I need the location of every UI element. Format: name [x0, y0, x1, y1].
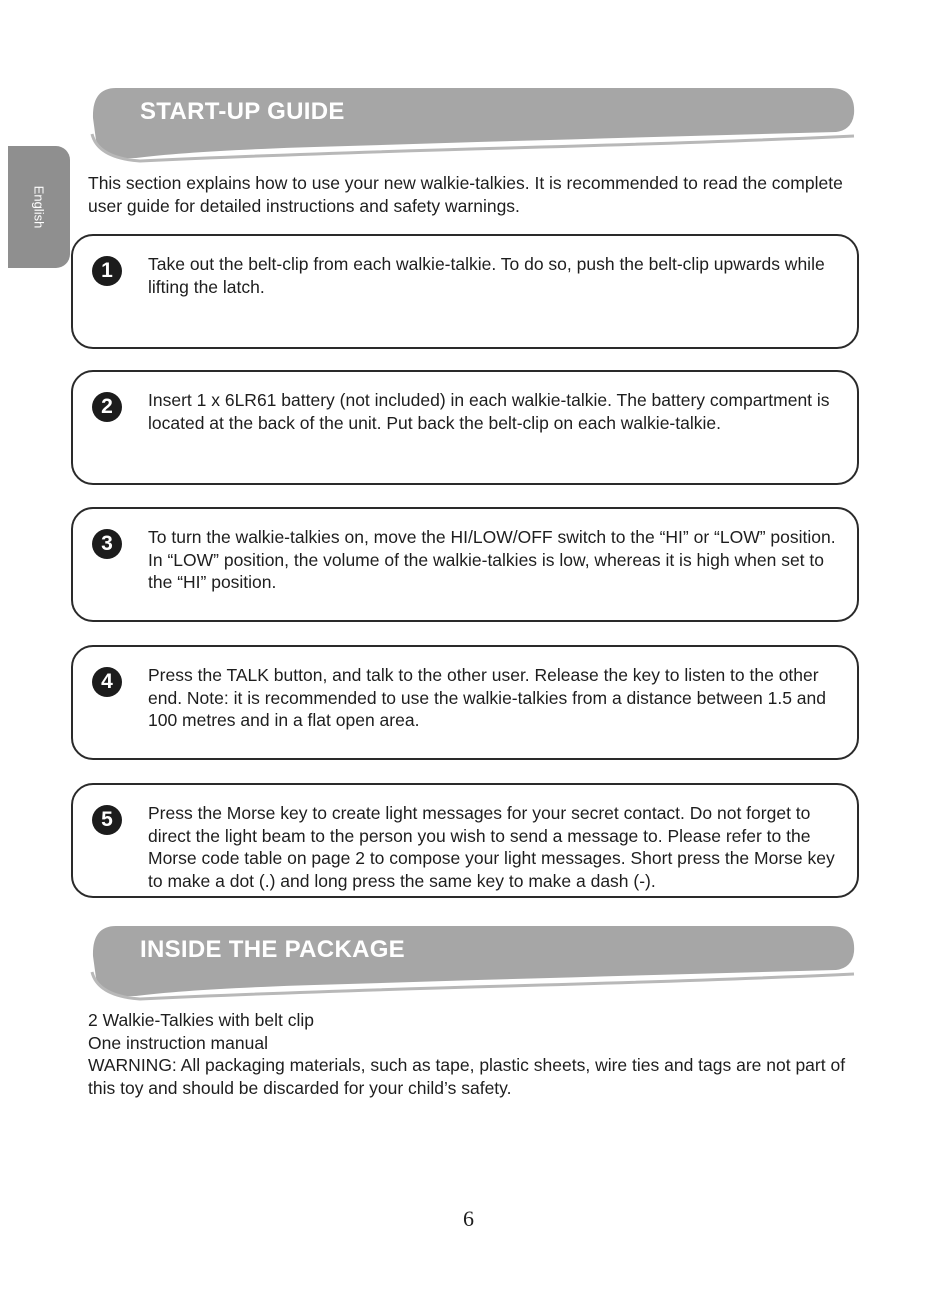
section-title-package: INSIDE THE PACKAGE	[140, 936, 405, 963]
package-item: 2 Walkie-Talkies with belt clip	[88, 1010, 314, 1030]
startup-guide-banner	[88, 88, 858, 168]
step-number-badge: 4	[92, 667, 122, 697]
step-box-3	[71, 507, 859, 622]
package-item: One instruction manual	[88, 1032, 268, 1053]
step-number-badge: 5	[92, 805, 122, 835]
inside-package-banner	[88, 926, 858, 1006]
page-number: 6	[463, 1206, 474, 1231]
intro-paragraph: This section explains how to use your new walkie-talkies. It is recommended to read the complete user guide for detailed instructions and safety warnings.	[88, 173, 843, 216]
step-box-2	[71, 370, 859, 485]
step-number-badge: 1	[92, 256, 122, 286]
step-text: Take out the belt-clip from each walkie-talkie. To do so, push the belt-clip upwards while lifting the latch.	[148, 254, 825, 297]
step-text: Press the Morse key to create light messages for your secret contact. Do not forget to direct the light beam to the person you wish to send a message to. Please refer to the Morse code table on page 2 to compose your light messages. Short press the Morse key to make a dot (.) and long press the same key to make a dash (-).	[148, 803, 835, 891]
step-number-badge: 2	[92, 392, 122, 422]
step-box-1	[71, 234, 859, 349]
step-text: Press the TALK button, and talk to the other user. Release the key to listen to the other end. Note: it is recommended to use the walkie-talkies from a distance between 1.5 and 100 metres and in a flat open area.	[148, 665, 827, 730]
language-label: English	[31, 185, 47, 229]
step-box-5	[71, 783, 859, 898]
section-title-startup: START-UP GUIDE	[140, 98, 345, 125]
step-number-badge: 3	[92, 529, 122, 559]
package-warning: WARNING: All packaging materials, such as tape, plastic sheets, wire ties and tags are not part of this toy and should be discarded for your child’s safety.	[88, 1055, 846, 1098]
step-text: Insert 1 x 6LR61 battery (not included) in each walkie-talkie. The battery compartment is located at the back of the unit. Put back the belt-clip on each walkie-talkie.	[148, 390, 830, 433]
step-text: To turn the walkie-talkies on, move the HI/LOW/OFF switch to the “HI” or “LOW” position. In “LOW” position, the volume of the walkie-talkies is low, whereas it is high when set to the “HI” position.	[148, 527, 836, 592]
step-box-4	[71, 645, 859, 760]
package-contents	[88, 1009, 858, 1099]
language-tab	[8, 146, 70, 268]
